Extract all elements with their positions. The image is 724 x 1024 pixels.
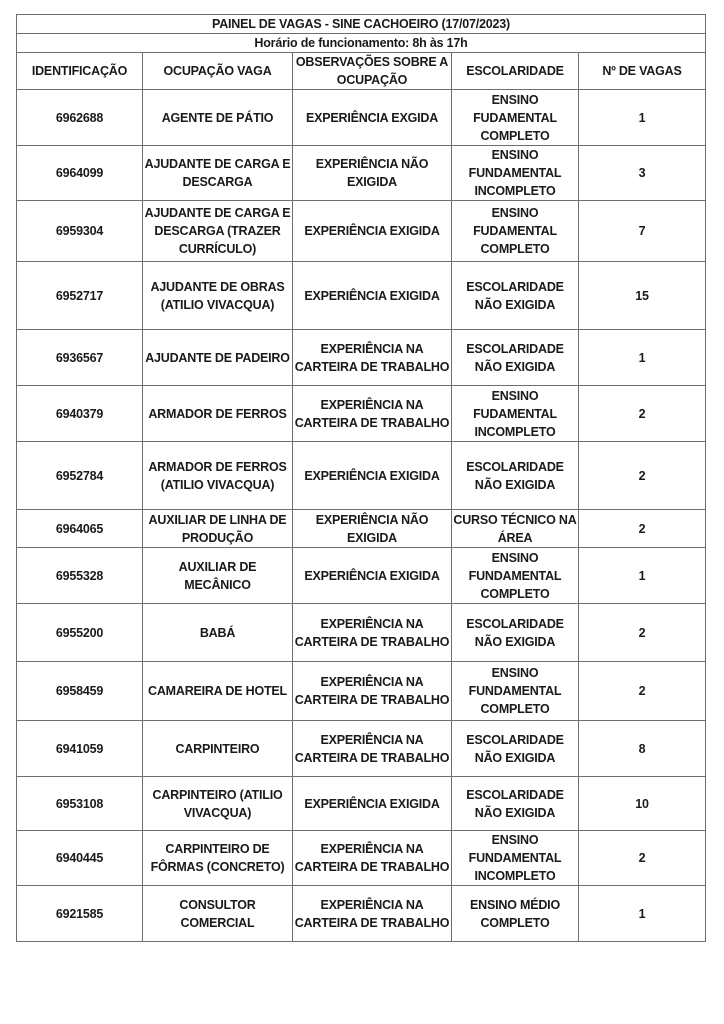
- title-row: [17, 15, 706, 34]
- cell-ocupacao: AJUDANTE DE CARGA E DESCARGA: [143, 146, 293, 201]
- cell-observacoes: EXPERIÊNCIA EXIGIDA: [293, 201, 452, 262]
- cell-vagas: 2: [579, 442, 706, 510]
- table-row: [17, 662, 706, 721]
- cell-observacoes: EXPERIÊNCIA NÃO EXIGIDA: [293, 146, 452, 201]
- cell-identificacao: 6958459: [17, 662, 143, 721]
- cell-observacoes: EXPERIÊNCIA EXIGIDA: [293, 262, 452, 330]
- column-header-vagas: Nº DE VAGAS: [579, 53, 706, 90]
- table-row: [17, 510, 706, 548]
- cell-escolaridade: ESCOLARIDADE NÃO EXIGIDA: [452, 262, 579, 330]
- cell-vagas: 8: [579, 721, 706, 777]
- cell-escolaridade: ENSINO FUNDAMENTAL COMPLETO: [452, 662, 579, 721]
- cell-ocupacao: CONSULTOR COMERCIAL: [143, 886, 293, 942]
- table-row: [17, 262, 706, 330]
- cell-identificacao: 6953108: [17, 777, 143, 831]
- cell-escolaridade: ENSINO FUDAMENTAL COMPLETO: [452, 90, 579, 146]
- table-row: [17, 90, 706, 146]
- cell-observacoes: EXPERIÊNCIA EXGIDA: [293, 90, 452, 146]
- cell-escolaridade: ENSINO FUNDAMENTAL COMPLETO: [452, 548, 579, 604]
- table-row: [17, 330, 706, 386]
- cell-observacoes: EXPERIÊNCIA EXIGIDA: [293, 777, 452, 831]
- cell-vagas: 2: [579, 604, 706, 662]
- cell-escolaridade: ESCOLARIDADE NÃO EXIGIDA: [452, 330, 579, 386]
- cell-vagas: 2: [579, 662, 706, 721]
- cell-vagas: 15: [579, 262, 706, 330]
- cell-vagas: 2: [579, 831, 706, 886]
- table-row: [17, 201, 706, 262]
- cell-identificacao: 6936567: [17, 330, 143, 386]
- cell-ocupacao: BABÁ: [143, 604, 293, 662]
- header-row: [17, 53, 706, 90]
- cell-identificacao: 6921585: [17, 886, 143, 942]
- cell-vagas: 2: [579, 510, 706, 548]
- cell-observacoes: EXPERIÊNCIA NÃO EXIGIDA: [293, 510, 452, 548]
- cell-escolaridade: ENSINO FUDAMENTAL INCOMPLETO: [452, 386, 579, 442]
- cell-escolaridade: ESCOLARIDADE NÃO EXIGIDA: [452, 777, 579, 831]
- cell-observacoes: EXPERIÊNCIA NA CARTEIRA DE TRABALHO: [293, 886, 452, 942]
- cell-identificacao: 6952784: [17, 442, 143, 510]
- cell-identificacao: 6959304: [17, 201, 143, 262]
- cell-vagas: 3: [579, 146, 706, 201]
- cell-identificacao: 6940445: [17, 831, 143, 886]
- cell-identificacao: 6964065: [17, 510, 143, 548]
- table-row: [17, 146, 706, 201]
- cell-observacoes: EXPERIÊNCIA NA CARTEIRA DE TRABALHO: [293, 386, 452, 442]
- cell-identificacao: 6962688: [17, 90, 143, 146]
- cell-escolaridade: ENSINO FUDAMENTAL COMPLETO: [452, 201, 579, 262]
- cell-escolaridade: ESCOLARIDADE NÃO EXIGIDA: [452, 721, 579, 777]
- table-row: [17, 886, 706, 942]
- cell-escolaridade: CURSO TÉCNICO NA ÁREA: [452, 510, 579, 548]
- cell-observacoes: EXPERIÊNCIA NA CARTEIRA DE TRABALHO: [293, 330, 452, 386]
- cell-vagas: 7: [579, 201, 706, 262]
- cell-vagas: 1: [579, 548, 706, 604]
- table-row: [17, 548, 706, 604]
- cell-vagas: 1: [579, 330, 706, 386]
- table-row: [17, 831, 706, 886]
- cell-vagas: 1: [579, 886, 706, 942]
- cell-ocupacao: AJUDANTE DE OBRAS (ATILIO VIVACQUA): [143, 262, 293, 330]
- cell-ocupacao: ARMADOR DE FERROS (ATILIO VIVACQUA): [143, 442, 293, 510]
- cell-escolaridade: ESCOLARIDADE NÃO EXIGIDA: [452, 604, 579, 662]
- cell-identificacao: 6955200: [17, 604, 143, 662]
- cell-observacoes: EXPERIÊNCIA NA CARTEIRA DE TRABALHO: [293, 604, 452, 662]
- cell-identificacao: 6941059: [17, 721, 143, 777]
- cell-observacoes: EXPERIÊNCIA EXIGIDA: [293, 548, 452, 604]
- table-row: [17, 604, 706, 662]
- cell-ocupacao: AJUDANTE DE PADEIRO: [143, 330, 293, 386]
- cell-vagas: 10: [579, 777, 706, 831]
- cell-identificacao: 6964099: [17, 146, 143, 201]
- subtitle-row: [17, 34, 706, 53]
- cell-vagas: 1: [579, 90, 706, 146]
- cell-escolaridade: ENSINO FUNDAMENTAL INCOMPLETO: [452, 831, 579, 886]
- opening-hours: Horário de funcionamento: 8h às 17h: [17, 34, 706, 53]
- column-header-observacoes: OBSERVAÇÕES SOBRE A OCUPAÇÃO: [293, 53, 452, 90]
- cell-ocupacao: CARPINTEIRO: [143, 721, 293, 777]
- cell-ocupacao: CARPINTEIRO DE FÔRMAS (CONCRETO): [143, 831, 293, 886]
- page-title: PAINEL DE VAGAS - SINE CACHOEIRO (17/07/2023): [17, 15, 706, 34]
- cell-identificacao: 6952717: [17, 262, 143, 330]
- cell-ocupacao: AGENTE DE PÁTIO: [143, 90, 293, 146]
- cell-ocupacao: CAMAREIRA DE HOTEL: [143, 662, 293, 721]
- cell-observacoes: EXPERIÊNCIA NA CARTEIRA DE TRABALHO: [293, 721, 452, 777]
- table-row: [17, 386, 706, 442]
- cell-ocupacao: AUXILIAR DE MECÂNICO: [143, 548, 293, 604]
- cell-ocupacao: ARMADOR DE FERROS: [143, 386, 293, 442]
- table-row: [17, 442, 706, 510]
- cell-ocupacao: AJUDANTE DE CARGA E DESCARGA (TRAZER CURRÍCULO): [143, 201, 293, 262]
- cell-escolaridade: ENSINO MÉDIO COMPLETO: [452, 886, 579, 942]
- cell-observacoes: EXPERIÊNCIA EXIGIDA: [293, 442, 452, 510]
- cell-vagas: 2: [579, 386, 706, 442]
- cell-observacoes: EXPERIÊNCIA NA CARTEIRA DE TRABALHO: [293, 662, 452, 721]
- cell-observacoes: EXPERIÊNCIA NA CARTEIRA DE TRABALHO: [293, 831, 452, 886]
- column-header-ocupacao: OCUPAÇÃO VAGA: [143, 53, 293, 90]
- cell-ocupacao: AUXILIAR DE LINHA DE PRODUÇÃO: [143, 510, 293, 548]
- cell-ocupacao: CARPINTEIRO (ATILIO VIVACQUA): [143, 777, 293, 831]
- table-row: [17, 721, 706, 777]
- cell-escolaridade: ESCOLARIDADE NÃO EXIGIDA: [452, 442, 579, 510]
- column-header-escolaridade: ESCOLARIDADE: [452, 53, 579, 90]
- cell-identificacao: 6955328: [17, 548, 143, 604]
- cell-escolaridade: ENSINO FUNDAMENTAL INCOMPLETO: [452, 146, 579, 201]
- table-row: [17, 777, 706, 831]
- vacancy-table: [16, 14, 706, 942]
- column-header-identificacao: IDENTIFICAÇÃO: [17, 53, 143, 90]
- cell-identificacao: 6940379: [17, 386, 143, 442]
